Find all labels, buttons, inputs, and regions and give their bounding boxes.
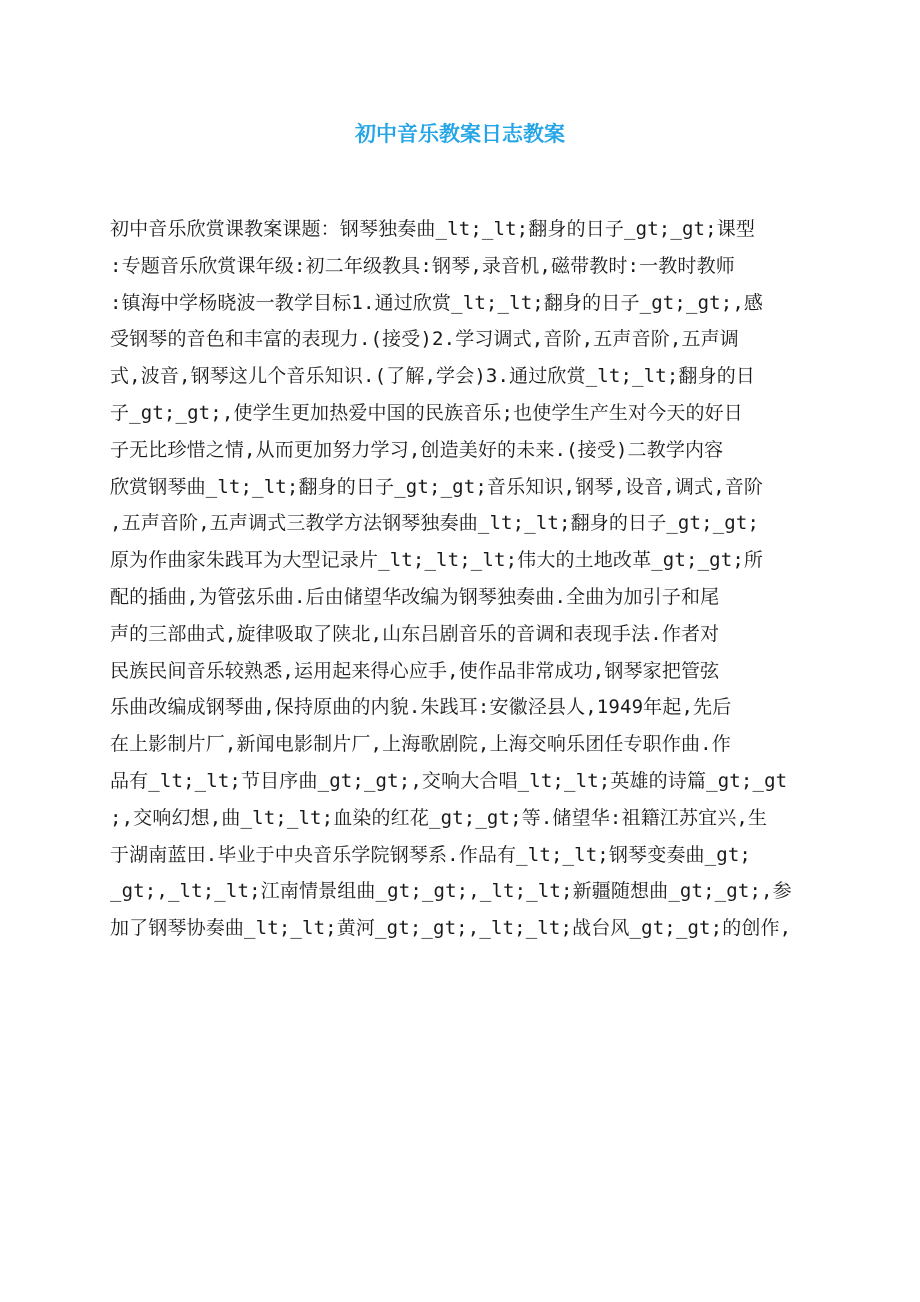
body-line: 在上影制片厂,新闻电影制片厂,上海歌剧院,上海交响乐团任专职作曲.作 (110, 733, 731, 756)
document-title: 初中音乐教案日志教案 (355, 121, 565, 146)
body-line: 子_gt;_gt;,使学生更加热爱中国的民族音乐;也使学生产生对今天的好日 (110, 401, 743, 424)
body-line: 式,波音,钢琴这儿个音乐知识.(了解,学会)3.通过欣赏_lt;_lt;翻身的日 (110, 365, 756, 388)
body-line: 子无比珍惜之情,从而更加努力学习,创造美好的未来.(接受)二教学内容 (110, 438, 724, 461)
document-body (110, 211, 810, 947)
body-line: 民族民间音乐较熟悉,运用起来得心应手,使作品非常成功,钢琴家把管弦 (110, 659, 720, 682)
body-line: _gt;,_lt;_lt;江南情景组曲_gt;_gt;,_lt;_lt;新疆随想曲_gt;_gt;,参 (110, 880, 792, 903)
body-line: 配的插曲,为管弦乐曲.后由储望华改编为钢琴独奏曲.全曲为加引子和尾 (110, 585, 720, 608)
body-line: ,五声音阶,五声调式三教学方法钢琴独奏曲_lt;_lt;翻身的日子_gt;_gt; (110, 512, 760, 535)
body-line: ;,交响幻想,曲_lt;_lt;血染的红花_gt;_gt;等.储望华:祖籍江苏宜兴,生 (110, 806, 768, 829)
body-line: 品有_lt;_lt;节目序曲_gt;_gt;,交响大合唱_lt;_lt;英雄的诗篇_gt;_gt (110, 769, 788, 792)
body-line: 加了钢琴协奏曲_lt;_lt;黄河_gt;_gt;,_lt;_lt;战台风_gt;_gt;的创作, (110, 917, 792, 940)
body-line: 原为作曲家朱践耳为大型记录片_lt;_lt;_lt;伟大的土地改革_gt;_gt;所 (110, 549, 764, 572)
body-line: 声的三部曲式,旋律吸取了陕北,山东吕剧音乐的音调和表现手法.作者对 (110, 622, 720, 645)
body-line: 初中音乐欣赏课教案课题：钢琴独奏曲_lt;_lt;翻身的日子_gt;_gt;课型 (110, 218, 756, 240)
body-line: 于湖南蓝田.毕业于中央音乐学院钢琴系.作品有_lt;_lt;钢琴变奏曲_gt; (110, 843, 751, 866)
body-line: 欣赏钢琴曲_lt;_lt;翻身的日子_gt;_gt;音乐知识,钢琴,设音,调式,音阶 (110, 475, 764, 498)
body-line: :专题音乐欣赏课年级:初二年级教具:钢琴,录音机,磁带教时:一教时教师 (110, 254, 735, 277)
body-line: :镇海中学杨晓波一教学目标1.通过欣赏_lt;_lt;翻身的日子_gt;_gt;,感 (110, 291, 764, 314)
body-line: 受钢琴的音色和丰富的表现力.(接受)2.学习调式,音阶,五声音阶,五声调 (110, 328, 739, 351)
body-line: 乐曲改编成钢琴曲,保持原曲的内貌.朱践耳:安徽泾县人,1949年起,先后 (110, 696, 732, 719)
